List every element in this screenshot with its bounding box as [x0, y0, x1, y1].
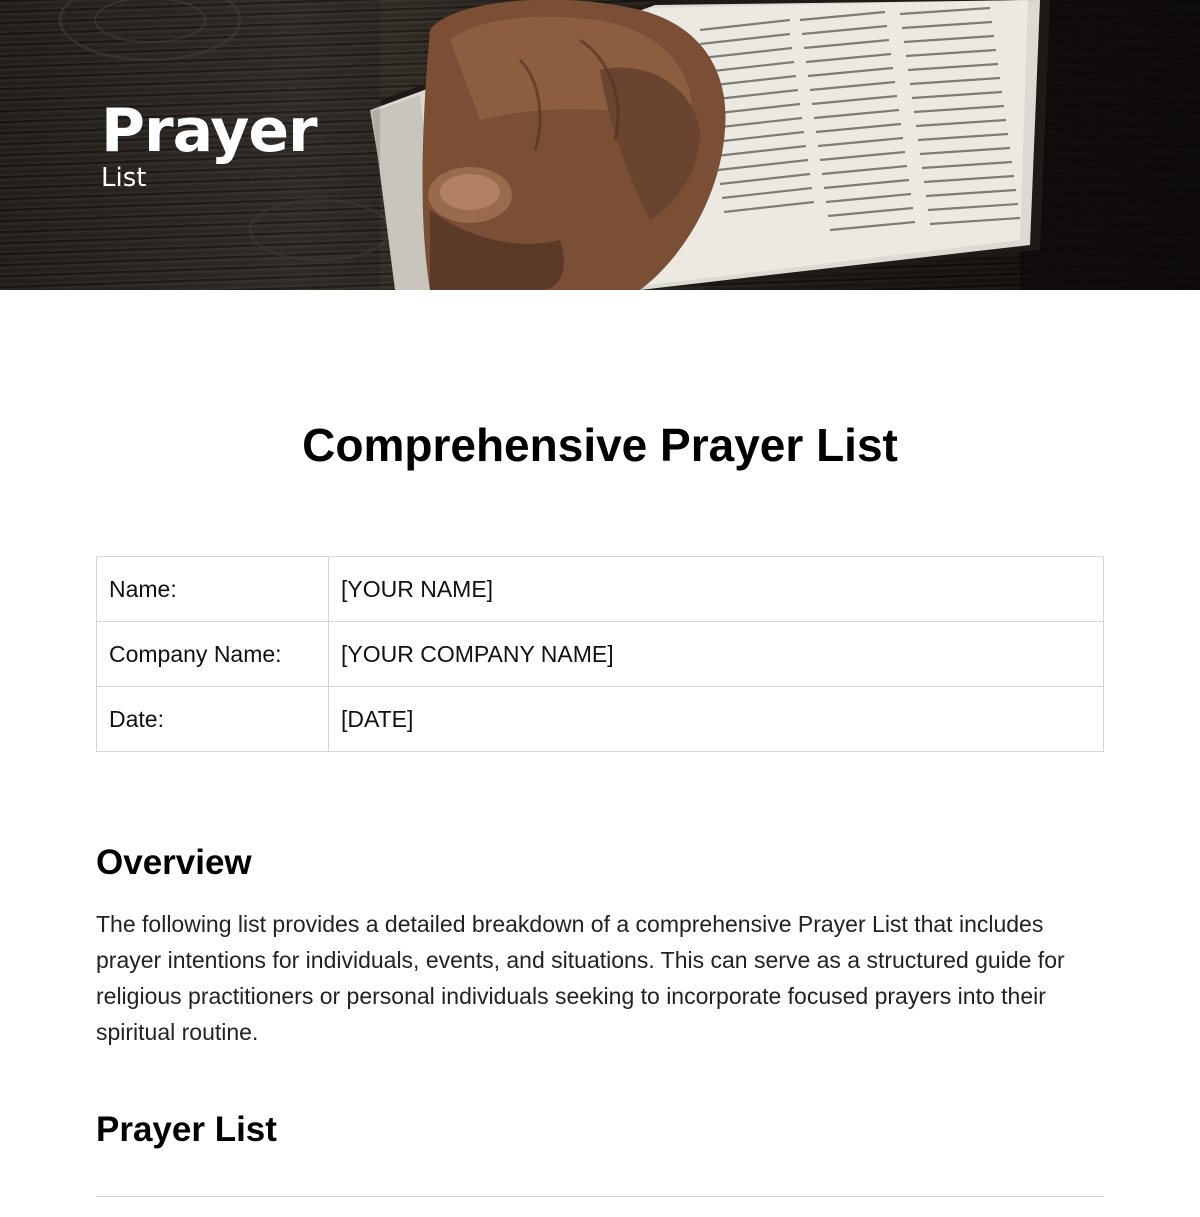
- prayer-list-heading: Prayer List: [96, 1110, 277, 1149]
- name-label: Name:: [97, 557, 329, 622]
- header-banner: [0, 0, 1200, 290]
- document-title: Comprehensive Prayer List: [302, 419, 898, 471]
- banner-title: Prayer: [101, 96, 317, 166]
- prayer-list-table: [96, 1196, 1104, 1217]
- table-row: [97, 687, 1104, 752]
- overview-heading: Overview: [96, 843, 252, 882]
- company-name-value: [YOUR COMPANY NAME]: [329, 622, 1104, 687]
- banner-subtitle: List: [101, 163, 147, 193]
- table-row: [97, 622, 1104, 687]
- table-row: [97, 557, 1104, 622]
- overview-paragraph: The following list provides a detailed breakdown of a comprehensive Prayer List that includes prayer intentions for individuals, events, and situations. This can serve as a structured guide for religious practitioners or personal individuals seeking to incorporate focused prayers into their spiritual routine.: [96, 911, 1065, 1045]
- name-value: [YOUR NAME]: [329, 557, 1104, 622]
- date-value: [DATE]: [329, 687, 1104, 752]
- info-table: [96, 556, 1104, 752]
- date-label: Date:: [97, 687, 329, 752]
- company-name-label: Company Name:: [97, 622, 329, 687]
